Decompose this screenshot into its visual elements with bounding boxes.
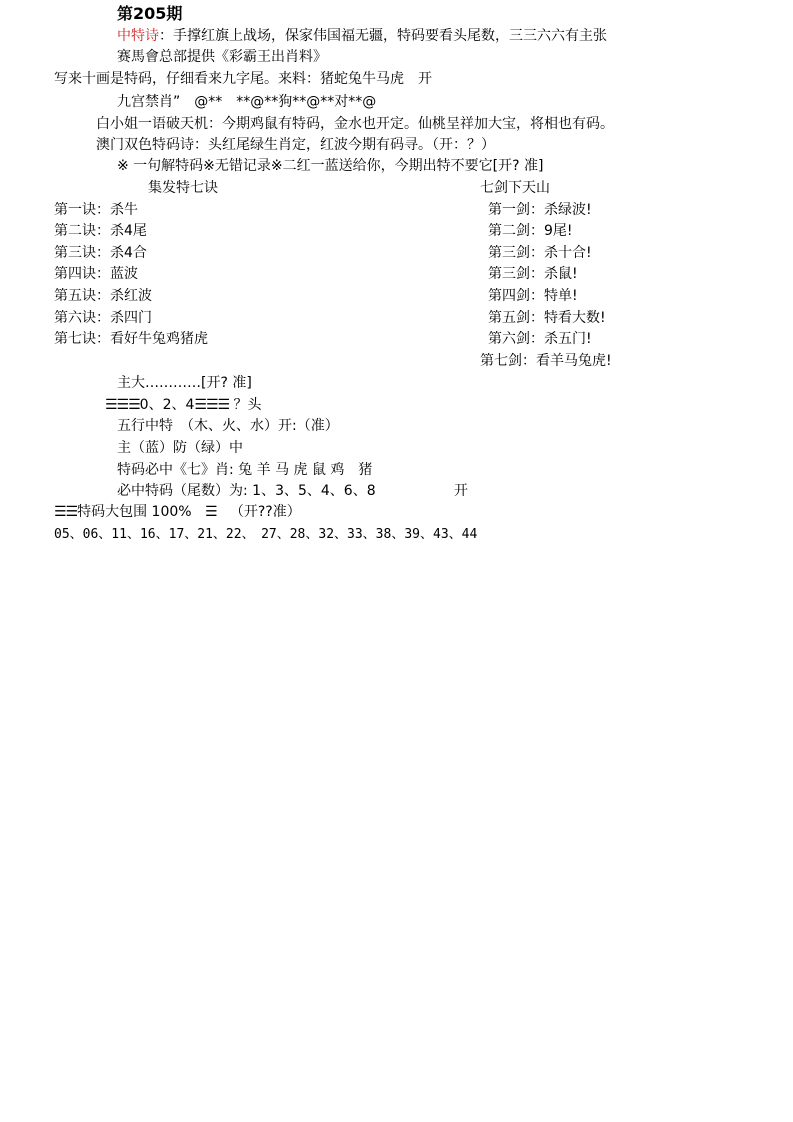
left-list-item: 第五诀：杀红波 <box>54 288 152 304</box>
right-list-item: 第三剑：杀十合! <box>488 245 592 261</box>
left-list-item: 第六诀：杀四门 <box>54 310 152 326</box>
one-sentence-line: ※ 一句解特码※无错记录※二红一蓝送给你，今期出特不要它[开? 准] <box>117 158 544 174</box>
right-list-item: 第五剑：特看大数! <box>488 310 606 326</box>
left-list-item: 第四诀：蓝波 <box>54 266 138 282</box>
zodiac-must-line: 特码必中《七》肖: 兔 羊 马 虎 鼠 鸡 猪 <box>117 462 373 478</box>
tail-digits-open: 开 <box>454 483 468 499</box>
left-list-item: 第一诀：杀牛 <box>54 202 138 218</box>
macau-poem-line: 澳门双色特码诗：头红尾绿生肖定，红波今期有码寻。（开：？） <box>96 137 495 153</box>
right-list-item: 第四剑：特单! <box>488 288 578 304</box>
poem-colon: ： <box>159 28 173 44</box>
head-tail: ？头 <box>229 397 262 413</box>
head-numbers: 0、2、4 <box>139 397 195 413</box>
bar-glyphs: ☰☰☰ <box>105 397 140 413</box>
tail-digits-line: 必中特码（尾数）为: 1、3、5、4、6、8 <box>117 483 376 499</box>
ten-strokes-line: 写来十画是特码，仔细看来九字尾。来料：猪蛇兔牛马虎 开 <box>54 71 432 87</box>
left-column-heading: 集发特七诀 <box>148 180 218 196</box>
left-list-item: 第二诀：杀4尾 <box>54 223 147 239</box>
right-list-item: 第七剑：看羊马兔虎! <box>480 353 612 369</box>
right-list-item: 第二剑：9尾! <box>488 223 573 239</box>
right-list-item: 第三剑：杀鼠! <box>488 266 578 282</box>
zhuda-line: 主大…………[开? 准] <box>117 375 252 391</box>
right-list-item: 第六剑：杀五门! <box>488 331 592 347</box>
page-title: 第205期 <box>117 4 183 23</box>
right-column-heading: 七剑下天山 <box>480 180 550 196</box>
poem-label: 中特诗 <box>117 28 159 44</box>
left-list-item: 第七诀：看好牛兔鸡猪虎 <box>54 331 208 347</box>
baixiaojie-line: 白小姐一语破天机：今期鸡鼠有特码，金水也开定。仙桃呈祥加大宝，将相也有码。 <box>96 116 614 132</box>
big-package-tail: （开??准） <box>229 504 301 520</box>
bar-glyphs: ☰☰☰ <box>194 397 230 413</box>
bar-glyphs: ☰☰ <box>54 504 78 520</box>
poem-text: 手撑红旗上战场，保家伟国福无疆，特码要看头尾数，三三六六有主张 <box>173 28 607 44</box>
head-numbers-line <box>105 396 262 414</box>
poem-line <box>117 27 607 45</box>
bar-glyphs: ☰ <box>204 504 217 520</box>
zhufang-line: 主（蓝）防（绿）中 <box>117 440 243 456</box>
source-line: 赛馬會总部提供《彩霸王出肖料》 <box>117 49 327 65</box>
number-list: 05、06、11、16、17、21、22、 27、28、32、33、38、39、43、44 <box>54 527 478 542</box>
big-package-label: 特码大包围 100% <box>77 504 192 520</box>
big-package-line <box>54 503 301 521</box>
right-list-item: 第一剑：杀绿波! <box>488 202 592 218</box>
jiugong-line: 九宫禁肖” @** **@**狗**@**对**@ <box>117 94 377 110</box>
wuxing-line: 五行中特 （木、火、水）开:（准） <box>117 418 339 434</box>
left-list-item: 第三诀：杀4合 <box>54 245 147 261</box>
